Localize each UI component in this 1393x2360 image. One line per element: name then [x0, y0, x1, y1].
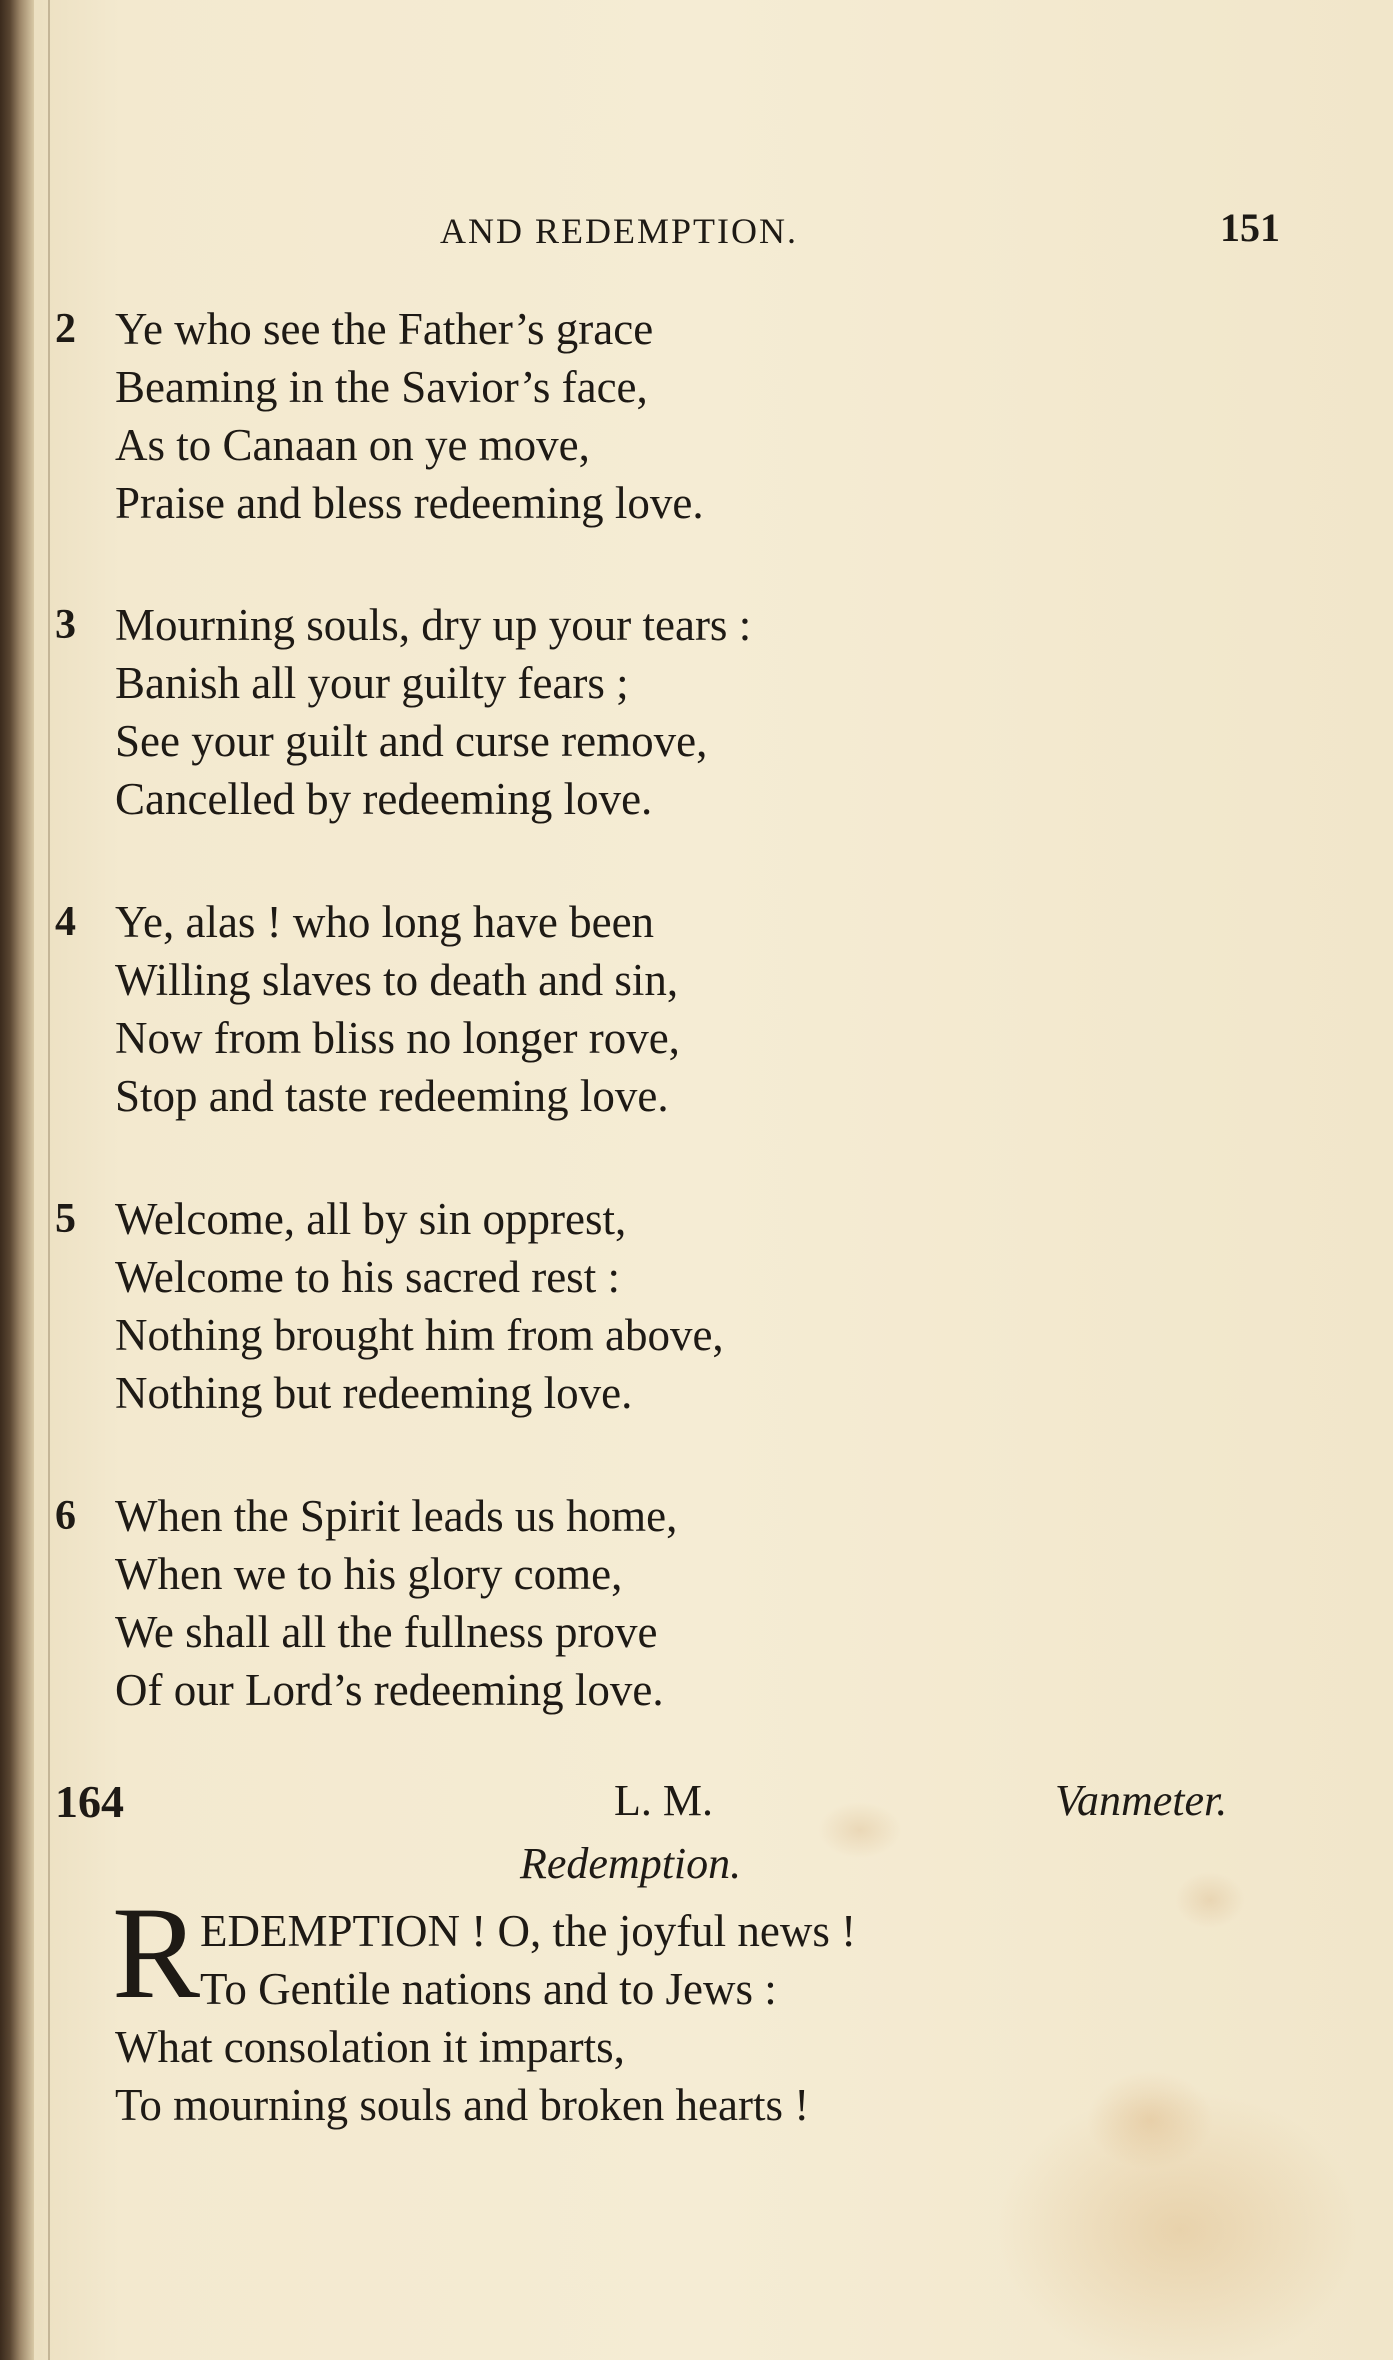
page-number: 151 — [1220, 205, 1280, 250]
verse-line: Praise and bless redeeming love. — [115, 478, 704, 528]
running-head: AND REDEMPTION. — [440, 211, 798, 251]
verse-line: To Gentile nations and to Jews : — [200, 1964, 777, 2014]
hymn-meter: L. M. — [614, 1776, 713, 1825]
stanza-number: 4 — [55, 899, 76, 945]
verse-line: As to Canaan on ye move, — [115, 420, 590, 470]
verse-line: Mourning souls, dry up your tears : — [115, 600, 752, 650]
gutter-line — [48, 0, 50, 2360]
drop-cap: R — [112, 1879, 201, 2026]
hymn-number: 164 — [55, 1776, 124, 1827]
verse-line: Ye, alas ! who long have been — [115, 897, 655, 947]
verse-line: Beaming in the Savior’s face, — [115, 362, 648, 412]
page-header — [0, 205, 1393, 260]
verse-line: Ye who see the Father’s grace — [115, 304, 654, 354]
stanza-number: 5 — [55, 1196, 76, 1242]
verse-line: Cancelled by redeeming love. — [115, 774, 653, 824]
verse-line: When we to his glory come, — [115, 1549, 623, 1599]
book-binding-edge — [0, 0, 34, 2360]
verse-line: Now from bliss no longer rove, — [115, 1013, 680, 1063]
hymn-opening-lines — [200, 1902, 856, 2018]
hymn-tune-name: Vanmeter. — [1055, 1776, 1228, 1825]
hymn-heading — [0, 1775, 1393, 1835]
verse-line: To mourning souls and broken hearts ! — [115, 2080, 810, 2130]
stanza-number: 3 — [55, 602, 76, 648]
verse-line: Nothing brought him from above, — [115, 1310, 724, 1360]
verse-line: Welcome, all by sin opprest, — [115, 1194, 627, 1244]
hymn-title: Redemption. — [520, 1839, 742, 1888]
verse-line: Nothing but redeeming love. — [115, 1368, 633, 1418]
verse-line: Welcome to his sacred rest : — [115, 1252, 620, 1302]
verse-line: EDEMPTION ! O, the joyful news ! — [200, 1906, 857, 1956]
verse-line: What consolation it imparts, — [115, 2022, 625, 2072]
stanza-number: 6 — [55, 1493, 76, 1539]
verse-line: Willing slaves to death and sin, — [115, 955, 679, 1005]
stanza-number: 2 — [55, 306, 76, 352]
verse-line: We shall all the fullness prove — [115, 1607, 658, 1657]
verse-line: Stop and taste redeeming love. — [115, 1071, 669, 1121]
verse-line: Of our Lord’s redeeming love. — [115, 1665, 664, 1715]
verse-line: See your guilt and curse remove, — [115, 716, 708, 766]
verse-line: Banish all your guilty fears ; — [115, 658, 629, 708]
verse-line: When the Spirit leads us home, — [115, 1491, 678, 1541]
hymn-following-lines — [115, 2018, 809, 2134]
